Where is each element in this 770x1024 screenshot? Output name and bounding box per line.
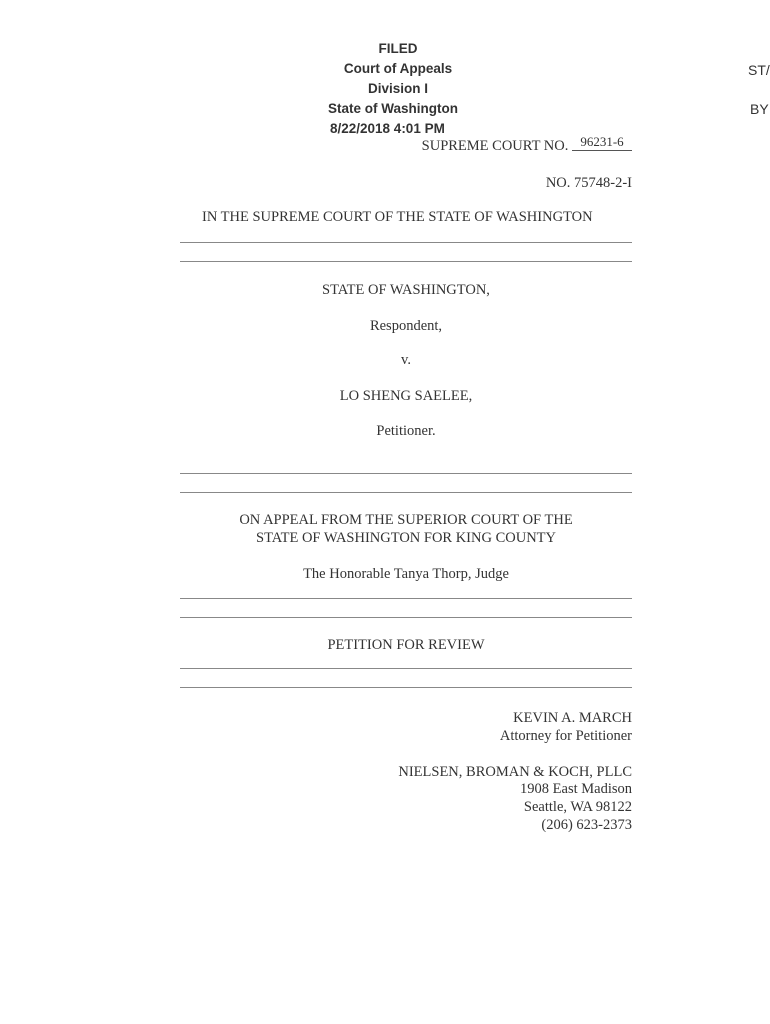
versus: v.	[401, 352, 411, 368]
attorney-role: Attorney for Petitioner	[499, 728, 632, 744]
edge-text-top: ST/	[748, 62, 770, 78]
filing-stamp	[318, 39, 478, 139]
stamp-state: State of Washington	[328, 101, 458, 116]
stamp-filed: FILED	[378, 41, 418, 56]
firm-street: 1908 East Madison	[520, 781, 632, 797]
stamp-datetime: 8/22/2018 4:01 PM	[330, 121, 445, 136]
divider	[180, 261, 632, 262]
supreme-court-number	[421, 134, 632, 155]
appeal-line-1: ON APPEAL FROM THE SUPERIOR COURT OF THE	[239, 512, 573, 528]
divider	[180, 492, 632, 493]
divider	[180, 598, 632, 599]
divider	[180, 687, 632, 688]
appeal-line-2: STATE OF WASHINGTON FOR KING COUNTY	[256, 530, 556, 546]
stamp-court: Court of Appeals	[343, 61, 453, 76]
edge-text-bottom: BY	[750, 101, 769, 117]
divider	[180, 668, 632, 669]
judge-name: The Honorable Tanya Thorp, Judge	[303, 566, 509, 582]
divider	[180, 242, 632, 243]
firm-phone: (206) 623-2373	[541, 817, 632, 833]
supreme-court-label: SUPREME COURT NO.	[421, 138, 569, 154]
attorney-name: KEVIN A. MARCH	[513, 710, 632, 726]
plaintiff-name: STATE OF WASHINGTON,	[322, 282, 490, 298]
firm-city: Seattle, WA 98122	[523, 799, 632, 815]
supreme-court-value: 96231-6	[572, 134, 632, 151]
coa-number: NO. 75748-2-I	[545, 175, 632, 191]
plaintiff-role: Respondent,	[369, 318, 443, 334]
divider	[180, 473, 632, 474]
firm-name: NIELSEN, BROMAN & KOCH, PLLC	[398, 764, 632, 780]
stamp-division: Division I	[367, 81, 428, 96]
defendant-name: LO SHENG SAELEE,	[339, 388, 473, 404]
defendant-role: Petitioner.	[376, 423, 436, 439]
court-heading: IN THE SUPREME COURT OF THE STATE OF WASHINGTON	[202, 209, 593, 225]
divider	[180, 617, 632, 618]
document-title: PETITION FOR REVIEW	[327, 637, 485, 653]
